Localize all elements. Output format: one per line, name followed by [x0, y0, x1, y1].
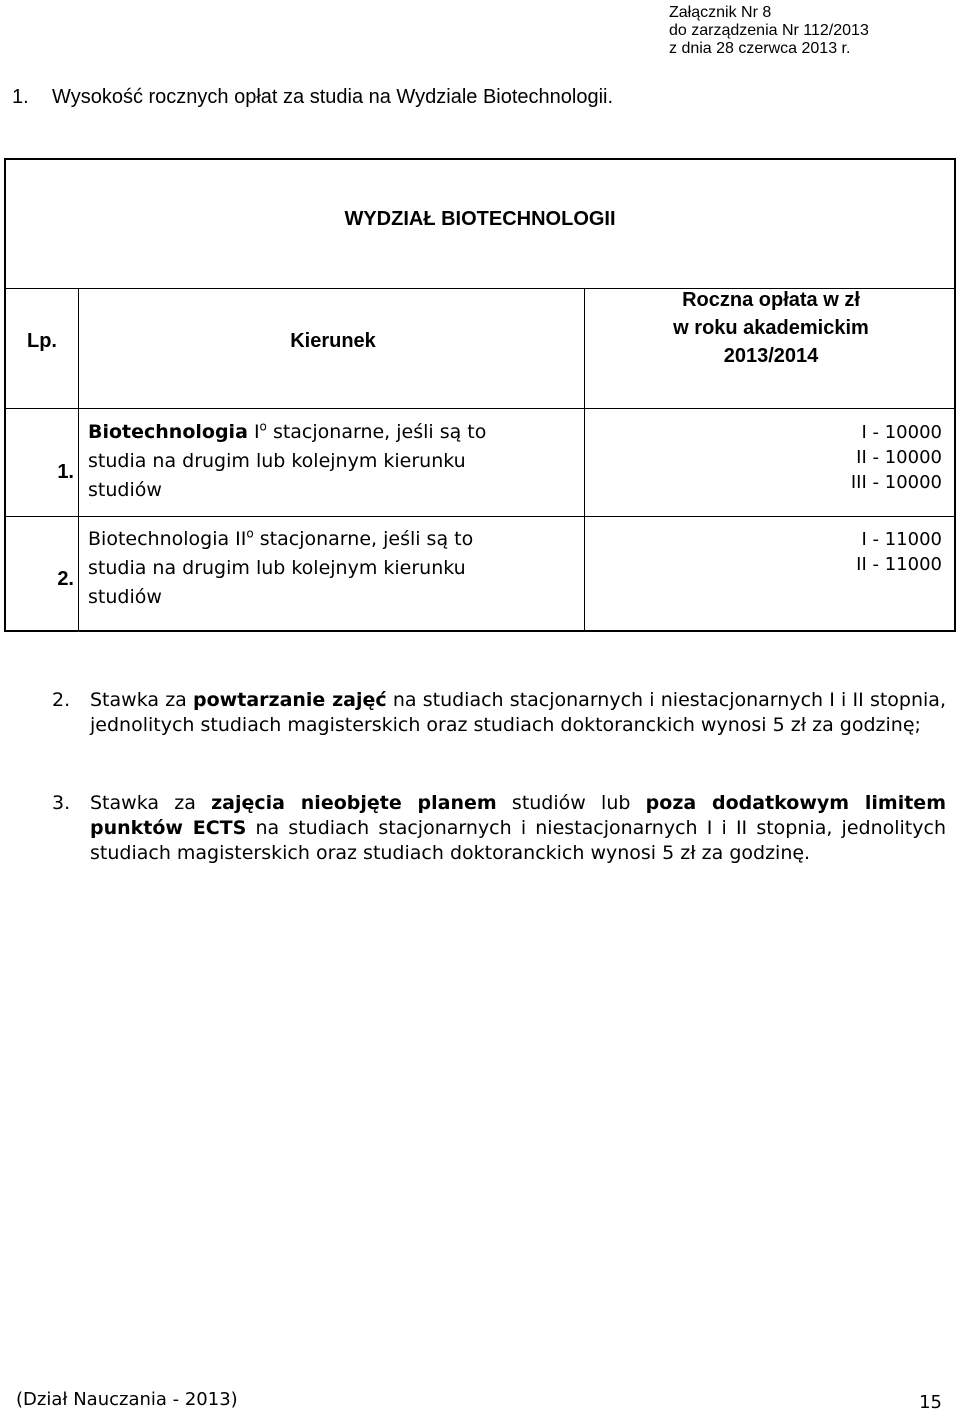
header-fee-line-2: w roku akademickim: [673, 317, 869, 339]
section-2-bold-1: powtarzanie zajęć: [193, 689, 387, 711]
row-1-line-2: studia na drugim lub kolejnym kierunku: [88, 450, 466, 472]
header-fee-line-1: Roczna opłata w zł: [682, 289, 860, 311]
row-2-fees: [856, 527, 942, 577]
row-2-line-1: stacjonarne, jeśli są to: [259, 528, 474, 550]
section-3-bold-1: zajęcia nieobjęte planem: [211, 792, 497, 814]
row-1-course-name: Biotechnologia: [88, 421, 248, 443]
row-2-fee-1: I - 11000: [861, 529, 942, 550]
header-kierunek: Kierunek: [290, 330, 376, 352]
row-2-line-2: studia na drugim lub kolejnym kierunku: [88, 557, 466, 579]
section-2-number: 2.: [52, 689, 71, 711]
fees-table: [4, 158, 956, 632]
header-annual-fee: [586, 286, 956, 370]
table-border-top: [4, 158, 956, 160]
row-2-course-name: Biotechnologia: [88, 528, 230, 550]
row-1-lp: 1.: [57, 461, 74, 483]
annex-header: [669, 4, 869, 58]
row-1-fee-1: I - 10000: [861, 422, 942, 443]
row-1-line-3: studiów: [88, 479, 162, 501]
row-1-degree-mark: o: [259, 419, 267, 434]
footer-department: (Dział Nauczania - 2013): [16, 1389, 238, 1410]
row-1-fee-3: III - 10000: [850, 472, 942, 493]
header-fee-line-3: 2013/2014: [723, 345, 819, 367]
row-2-degree-mark: o: [246, 526, 254, 541]
section-3-text-1: Stawka za: [90, 792, 212, 814]
header-lp: Lp.: [27, 330, 57, 352]
section-3-bold-2: poza dodatkowym limitem punktów ECTS: [90, 792, 946, 839]
annex-line-2: do zarządzenia Nr 112/2013: [669, 22, 869, 39]
page-number: 15: [919, 1392, 942, 1413]
section-2-text-1: Stawka za: [90, 689, 194, 711]
table-border-bottom: [4, 630, 956, 632]
section-3-number: 3.: [52, 792, 71, 814]
row-1-level: I: [253, 421, 260, 443]
section-2-paragraph: [52, 688, 946, 738]
row-1-course: [88, 418, 568, 505]
section-1-title: Wysokość rocznych opłat za studia na Wydziale Biotechnologii.: [52, 86, 614, 108]
section-3-text-3: na studiach stacjonarnych i niestacjonarnych I i II stopnia, jednolitych studiach magisterskich oraz studiach doktoranckich wynosi 5 zł za godzinę.: [90, 817, 946, 864]
row-1-line-1: stacjonarne, jeśli są to: [272, 421, 487, 443]
row-2-lp: 2.: [57, 568, 74, 590]
row-2-fee-2: II - 11000: [856, 554, 942, 575]
section-3-text-2: studiów lub: [496, 792, 646, 814]
section-2-text-2: na studiach stacjonarnych i niestacjonarnych I i II stopnia, jednolitych studiach magisterskich oraz studiach doktoranckich wynosi 5 zł za godzinę;: [90, 689, 946, 736]
row-2-course: [88, 525, 568, 612]
row-1-fees: [851, 420, 942, 495]
annex-line-3: z dnia 28 czerwca 2013 r.: [669, 40, 851, 57]
section-1-heading: [12, 84, 613, 110]
annex-line-1: Załącznik Nr 8: [669, 4, 772, 21]
row-1-fee-2: II - 10000: [856, 447, 942, 468]
section-1-number: 1.: [12, 86, 29, 108]
faculty-title: WYDZIAŁ BIOTECHNOLOGII: [344, 208, 616, 230]
section-3-paragraph: [52, 791, 946, 866]
row-2-level: II: [235, 528, 247, 550]
row-2-line-3: studiów: [88, 586, 162, 608]
table-divider-header: [4, 408, 956, 409]
table-divider-row: [4, 516, 956, 517]
